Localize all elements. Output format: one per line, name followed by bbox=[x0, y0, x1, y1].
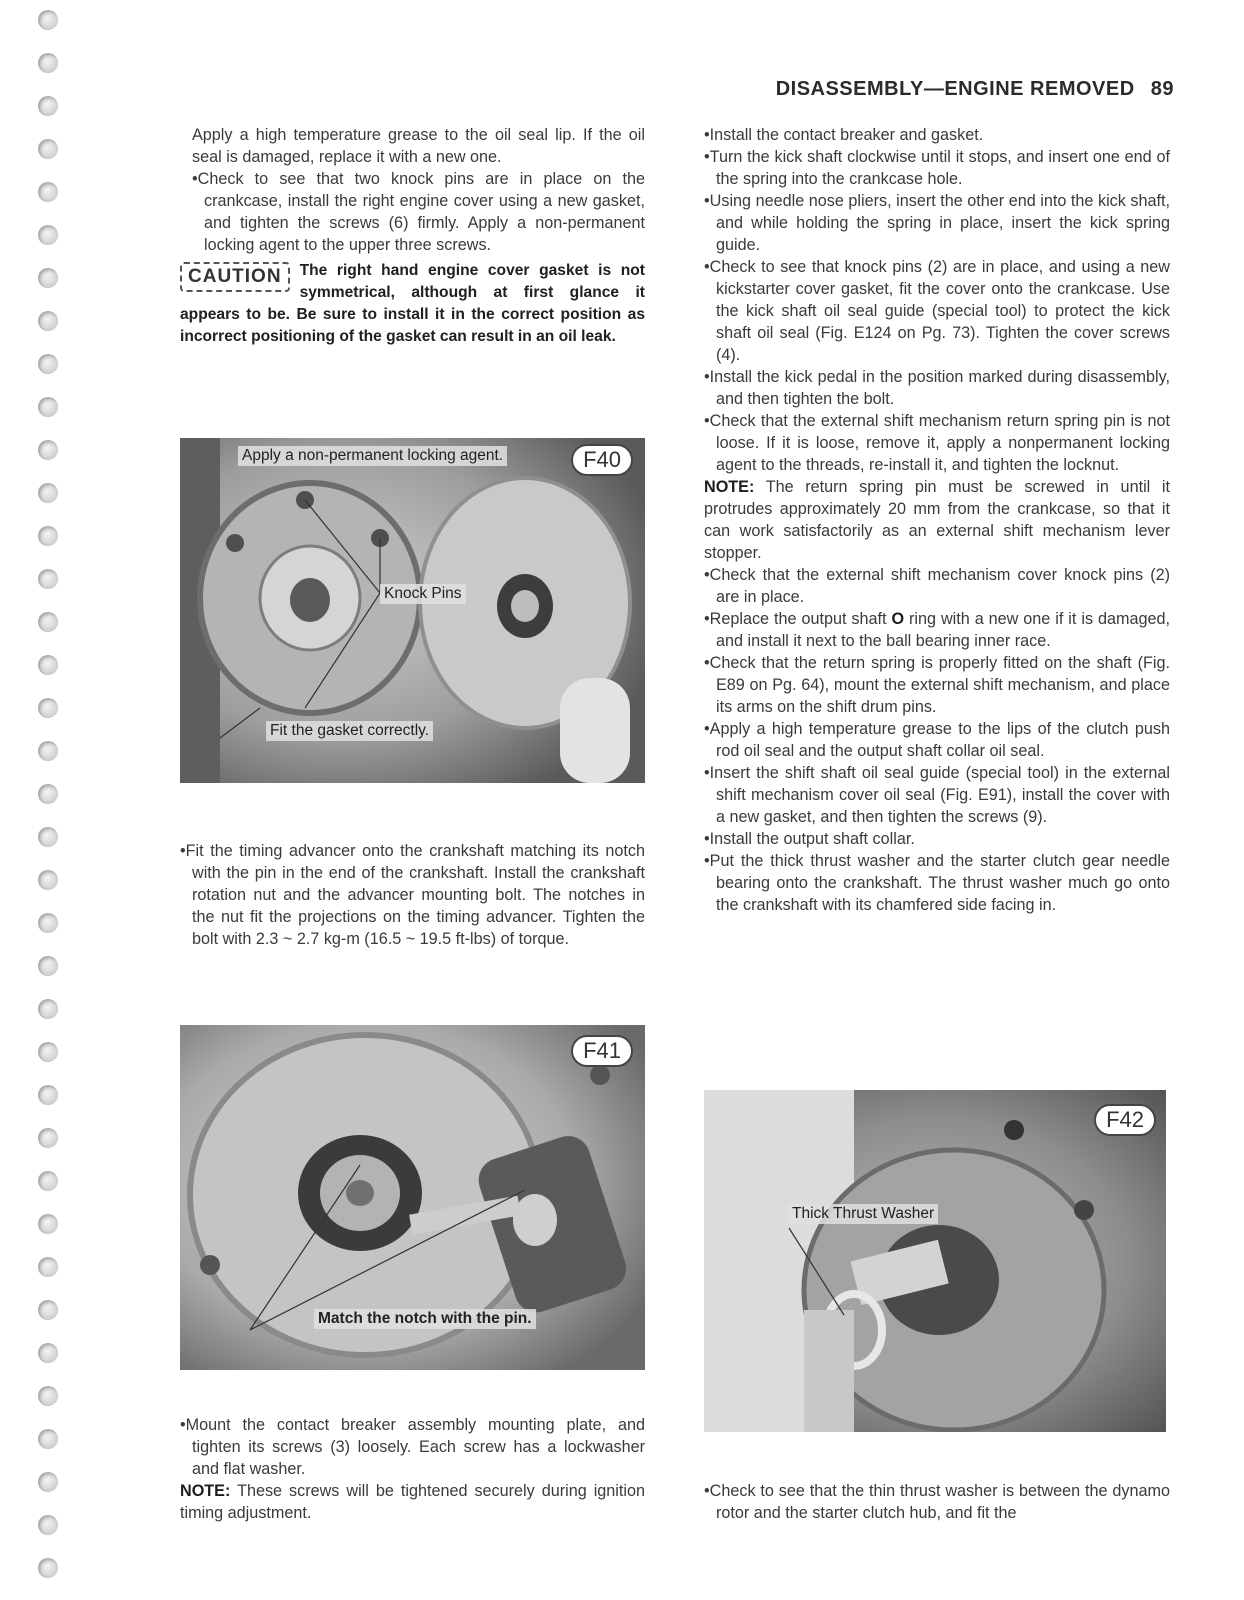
text-run: ring with a new one if it is damaged, and install it next to the ball bearing inner race. bbox=[716, 610, 1170, 650]
binder-hole bbox=[38, 870, 58, 890]
binder-holes bbox=[38, 0, 68, 1600]
bullet-paragraph: •Install the contact breaker and gasket. bbox=[704, 126, 984, 144]
binder-hole bbox=[38, 182, 58, 202]
binder-hole bbox=[38, 741, 58, 761]
binder-hole bbox=[38, 1085, 58, 1105]
left-text-top bbox=[180, 124, 645, 348]
binder-hole bbox=[38, 526, 58, 546]
binder-hole bbox=[38, 569, 58, 589]
right-text bbox=[704, 124, 1170, 916]
bullet-paragraph: •Using needle nose pliers, insert the other end into the kick shaft, and while holding the spring in place, insert the kick spring guide. bbox=[704, 192, 1170, 254]
callout-knock-pins: Knock Pins bbox=[380, 584, 466, 604]
binder-hole bbox=[38, 956, 58, 976]
binder-hole bbox=[38, 1257, 58, 1277]
figure-label-f42: F42 bbox=[1094, 1104, 1156, 1136]
left-text-bottom bbox=[180, 1414, 645, 1524]
bullet-paragraph: •Apply a high temperature grease to the lips of the clutch push rod oil seal and the output shaft collar oil seal. bbox=[704, 720, 1170, 760]
bullet-paragraph: •Check that the external shift mechanism return spring pin is not loose. If it is loose, remove it, apply a nonpermanent locking agent to the threads, re-install it, and tighten the locknut. bbox=[704, 412, 1170, 474]
bullet-paragraph: •Check that the external shift mechanism cover knock pins (2) are in place. bbox=[704, 566, 1170, 606]
bullet-paragraph: •Put the thick thrust washer and the starter clutch gear needle bearing onto the crankshaft. The thrust washer much go onto the crankshaft with its chamfered side facing in. bbox=[704, 852, 1170, 914]
bullet-paragraph: •Check to see that two knock pins are in place on the crankcase, install the right engine cover using a new gasket, and tighten the screws (6) firmly. Apply a non-permanent locking agent to the upper three screws. bbox=[192, 170, 645, 254]
binder-hole bbox=[38, 10, 58, 30]
figure-f42-photo bbox=[704, 1090, 1166, 1432]
binder-hole bbox=[38, 483, 58, 503]
bullet-paragraph: •Install the kick pedal in the position marked during disassembly, and then tighten the bolt. bbox=[704, 368, 1170, 408]
binder-hole bbox=[38, 354, 58, 374]
bullet-paragraph: •Check to see that knock pins (2) are in place, and using a new kickstarter cover gasket, fit the cover onto the crankcase. Use the kick shaft oil seal guide (special tool) to protect the kick shaft oil seal (Fig. E124 on Pg. 73). Tighten the cover screws (4). bbox=[704, 258, 1170, 364]
callout-thick-thrust-washer: Thick Thrust Washer bbox=[788, 1204, 938, 1224]
binder-hole bbox=[38, 96, 58, 116]
binder-hole bbox=[38, 1558, 58, 1578]
binder-hole bbox=[38, 1386, 58, 1406]
binder-hole bbox=[38, 655, 58, 675]
figure-f40-photo bbox=[180, 438, 645, 783]
bullet-paragraph: •Check that the return spring is properly fitted on the shaft (Fig. E89 on Pg. 64), mount the external shift mechanism, and place its arms on the shift drum pins. bbox=[704, 654, 1170, 716]
text-run: •Replace the output shaft bbox=[704, 610, 892, 628]
note-paragraph bbox=[180, 1480, 645, 1524]
binder-hole bbox=[38, 1042, 58, 1062]
binder-hole bbox=[38, 698, 58, 718]
left-text-mid bbox=[180, 840, 645, 950]
binder-hole bbox=[38, 784, 58, 804]
binder-hole bbox=[38, 139, 58, 159]
callout-match-notch: Match the notch with the pin. bbox=[314, 1309, 536, 1329]
note-text: These screws will be tightened securely during ignition timing adjustment. bbox=[180, 1482, 645, 1522]
binder-hole bbox=[38, 268, 58, 288]
bullet-paragraph: •Turn the kick shaft clockwise until it stops, and insert one end of the spring into the crankcase hole. bbox=[704, 148, 1170, 188]
binder-hole bbox=[38, 311, 58, 331]
binder-hole bbox=[38, 440, 58, 460]
binder-hole bbox=[38, 225, 58, 245]
binder-hole bbox=[38, 1128, 58, 1148]
right-text-bottom bbox=[704, 1480, 1170, 1524]
binder-hole bbox=[38, 397, 58, 417]
binder-hole bbox=[38, 1343, 58, 1363]
binder-hole bbox=[38, 1300, 58, 1320]
header-title: DISASSEMBLY—ENGINE REMOVED bbox=[775, 78, 1135, 100]
binder-hole bbox=[38, 1472, 58, 1492]
bullet-paragraph: •Insert the shift shaft oil seal guide (special tool) in the external shift mechanism cover oil seal (Fig. E91), install the cover with a new gasket, and then tighten the screws (9). bbox=[704, 764, 1170, 826]
crankshaft-photo bbox=[704, 1090, 1166, 1432]
binder-hole bbox=[38, 1429, 58, 1449]
callout-locking-agent: Apply a non-permanent locking agent. bbox=[238, 446, 507, 466]
note-paragraph bbox=[704, 476, 1170, 564]
binder-hole bbox=[38, 1214, 58, 1234]
bullet-paragraph: •Mount the contact breaker assembly mounting plate, and tighten its screws (3) loosely. Each screw has a lockwasher and flat washer. bbox=[180, 1416, 645, 1478]
figure-label-f41: F41 bbox=[571, 1035, 633, 1067]
binder-hole bbox=[38, 612, 58, 632]
caution-block bbox=[180, 260, 645, 348]
bullet-paragraph: •Check to see that the thin thrust washer is between the dynamo rotor and the starter clutch hub, and fit the bbox=[704, 1482, 1170, 1522]
page-number: 89 bbox=[1150, 78, 1174, 100]
binder-hole bbox=[38, 53, 58, 73]
paragraph: Apply a high temperature grease to the oil seal lip. If the oil seal is damaged, replace it with a new one. bbox=[192, 126, 645, 166]
note-label: NOTE: bbox=[180, 1482, 231, 1500]
figure-label-f40: F40 bbox=[571, 444, 633, 476]
bullet-paragraph: •Install the output shaft collar. bbox=[704, 830, 915, 848]
bullet-paragraph: •Fit the timing advancer onto the crankshaft matching its notch with the pin in the end of the crankshaft. Install the crankshaft rotation nut and the advancer mounting bolt. The notches in the nut fit the projections on the timing advancer. Tighten the bolt with 2.3 ~ 2.7 kg-m (16.5 ~ 19.5 ft-lbs) of torque. bbox=[180, 842, 645, 948]
callout-fit-gasket: Fit the gasket correctly. bbox=[266, 721, 433, 741]
bullet-paragraph bbox=[704, 608, 1170, 652]
binder-hole bbox=[38, 913, 58, 933]
page-header bbox=[776, 78, 1174, 101]
binder-hole bbox=[38, 827, 58, 847]
note-label: NOTE: bbox=[704, 478, 755, 496]
binder-hole bbox=[38, 999, 58, 1019]
binder-hole bbox=[38, 1171, 58, 1191]
binder-hole bbox=[38, 1515, 58, 1535]
note-text: The return spring pin must be screwed in until it protrudes approximately 20 mm from the crankcase, so that it can work satisfactorily as an external shift mechanism lever stopper. bbox=[704, 478, 1170, 562]
figure-f41-photo bbox=[180, 1025, 645, 1370]
caution-text: The right hand engine cover gasket is not symmetrical, although at first glance it appears to be. Be sure to install it in the correct position as incorrect positioning of the gasket can result in an oil leak. bbox=[180, 262, 645, 345]
caution-label: CAUTION bbox=[180, 262, 290, 292]
o-ring-letter: O bbox=[891, 610, 905, 628]
